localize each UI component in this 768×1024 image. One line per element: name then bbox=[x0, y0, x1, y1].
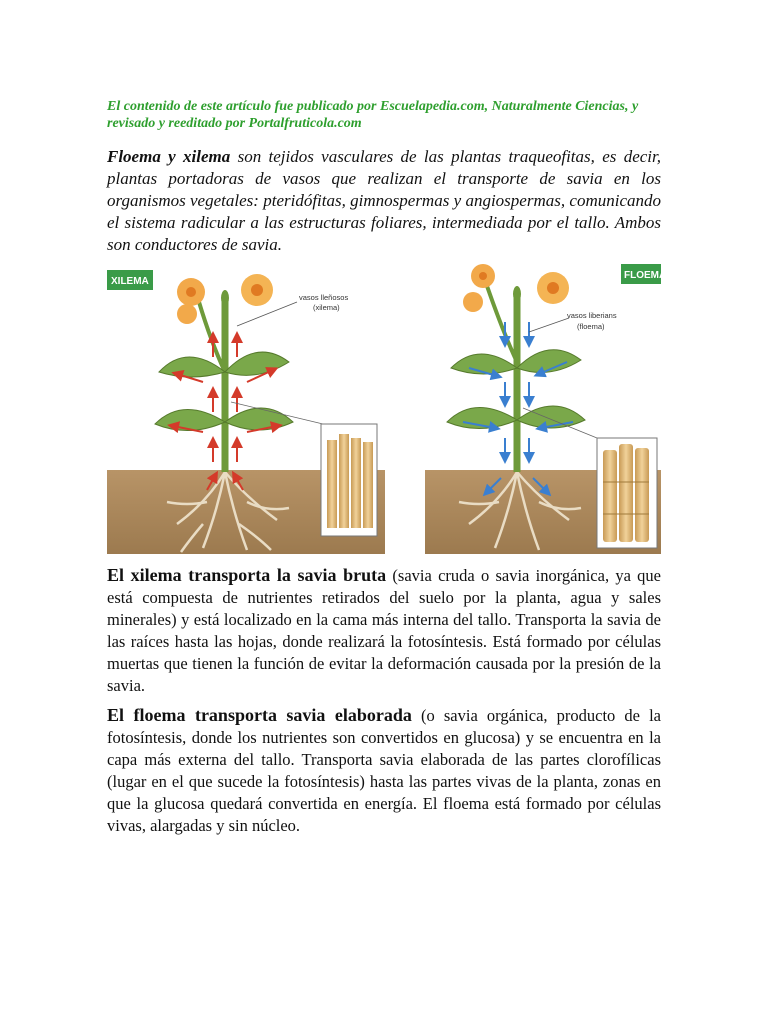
intro-text: son tejidos vasculares de las plantas traqueofitas, es decir, plantas portadoras de vasos que realizan el transporte de savia en los organismos vegetales: pteridófitas, gimnospermas y angiospermas, comunicando el sistema radicular a las estructuras foliares, intermediada por el tallo. Ambos son conductores de savia. bbox=[107, 147, 661, 254]
xylem-label-2: (xilema) bbox=[313, 303, 340, 312]
phloem-label-1: vasos liberians bbox=[567, 311, 617, 320]
xylem-text: (savia cruda o savia inorgánica, ya que está compuesta de nutrientes retirados del suelo por la planta, agua y sales minerales) y está localizado en la cama más interna del tallo. Transporta la savia de las raíces hasta las hojas, donde realizará la fotosíntesis. Está formado por células muertas que tienen la función de evitar la deformación causada por la presión de la savia. bbox=[107, 566, 661, 695]
xylem-lead: El xilema transporta la savia bruta bbox=[107, 565, 387, 585]
xylem-label-1: vasos lleñosos bbox=[299, 293, 349, 302]
phloem-panel bbox=[425, 264, 666, 554]
phloem-cells-detail bbox=[603, 444, 649, 542]
intro-lead: Floema y xilema bbox=[107, 147, 231, 166]
intro-paragraph bbox=[107, 146, 661, 256]
phloem-text: (o savia orgánica, producto de la fotosíntesis, donde los nutrientes son convertidos en glucosa) y se encuentra en la capa más externa del tallo. Transporta savia elaborada de las partes clorofílicas (lugar en el que sucede la fotosíntesis) hasta las partes vivas de la planta, zonas en que la glucosa quedará convertida en energía. El floema está formado por células vivas, alargadas y sin núcleo. bbox=[107, 706, 661, 835]
source-credit: El contenido de este artículo fue publicado por Escuelapedia.com, Naturalmente Ciencias, y revisado y reeditado por Portalfruticola.com bbox=[107, 99, 639, 131]
phloem-lead: El floema transporta savia elaborada bbox=[107, 705, 412, 725]
xylem-tag: XILEMA bbox=[111, 276, 149, 287]
xylem-phloem-illustration bbox=[107, 262, 667, 554]
xylem-panel bbox=[107, 270, 385, 554]
xylem-paragraph bbox=[107, 564, 661, 697]
phloem-paragraph bbox=[107, 704, 661, 837]
phloem-tag: FLOEMA bbox=[624, 270, 667, 281]
phloem-label-2: (floema) bbox=[577, 322, 605, 331]
